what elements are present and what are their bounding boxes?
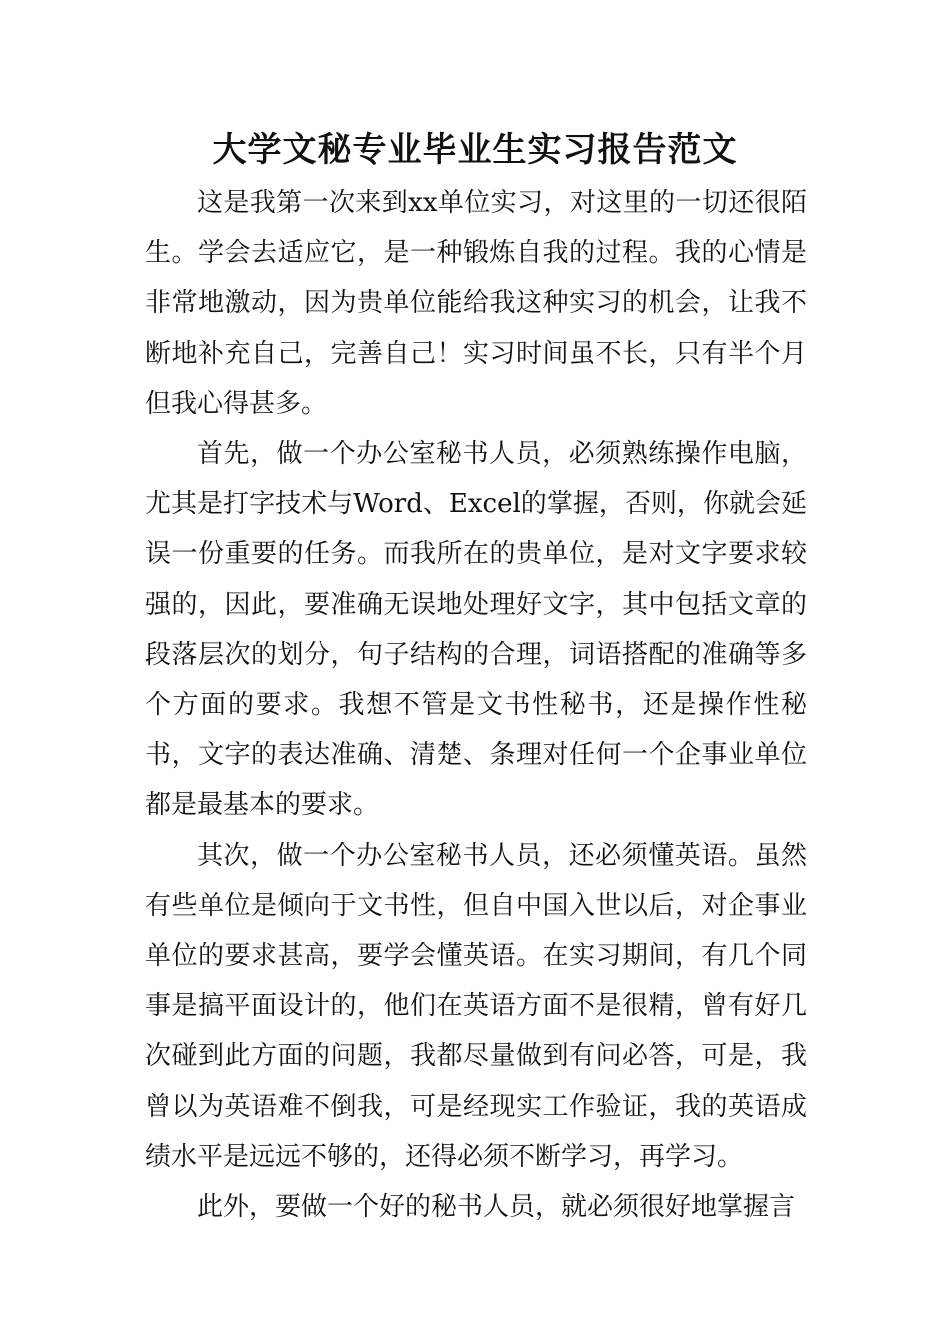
paragraph-3: 其次，做一个办公室秘书人员，还必须懂英语。虽然有些单位是倾向于文书性，但自中国入世以后，对企事业单位的要求甚高，要学会懂英语。在实习期间，有几个同事是搞平面设计的，他们在英语方面不是很精，曾有好几次碰到此方面的问题，我都尽量做到有问必答，可是，我曾以为英语难不倒我，可是经现实工作验证，我的英语成绩水平是远远不够的，还得必须不断学习，再学习。 [145, 840, 807, 1172]
paragraph-2: 首先，做一个办公室秘书人员，必须熟练操作电脑，尤其是打字技术与Word、Excel的掌握，否则，你就会延误一份重要的任务。而我所在的贵单位，是对文字要求较强的，因此，要准确无误地处理好文字，其中包括文章的段落层次的划分，句子结构的合理，词语搭配的准确等多个方面的要求。我想不管是文书性秘书，还是操作性秘书，文字的表达准确、清楚、条理对任何一个企事业单位都是最基本的要求。 [145, 439, 807, 821]
paragraph-4: 此外，要做一个好的秘书人员，就必须很好地掌握言 [197, 1192, 796, 1223]
document-title: 大学文秘专业毕业生实习报告范文 [212, 130, 738, 170]
document-body [145, 178, 807, 1232]
paragraph-1: 这是我第一次来到xx单位实习，对这里的一切还很陌生。学会去适应它，是一种锻炼自我的过程。我的心情是非常地激动，因为贵单位能给我这种实习的机会，让我不断地补充自己，完善自己！实习时间虽不长，只有半个月但我心得甚多。 [145, 188, 807, 419]
